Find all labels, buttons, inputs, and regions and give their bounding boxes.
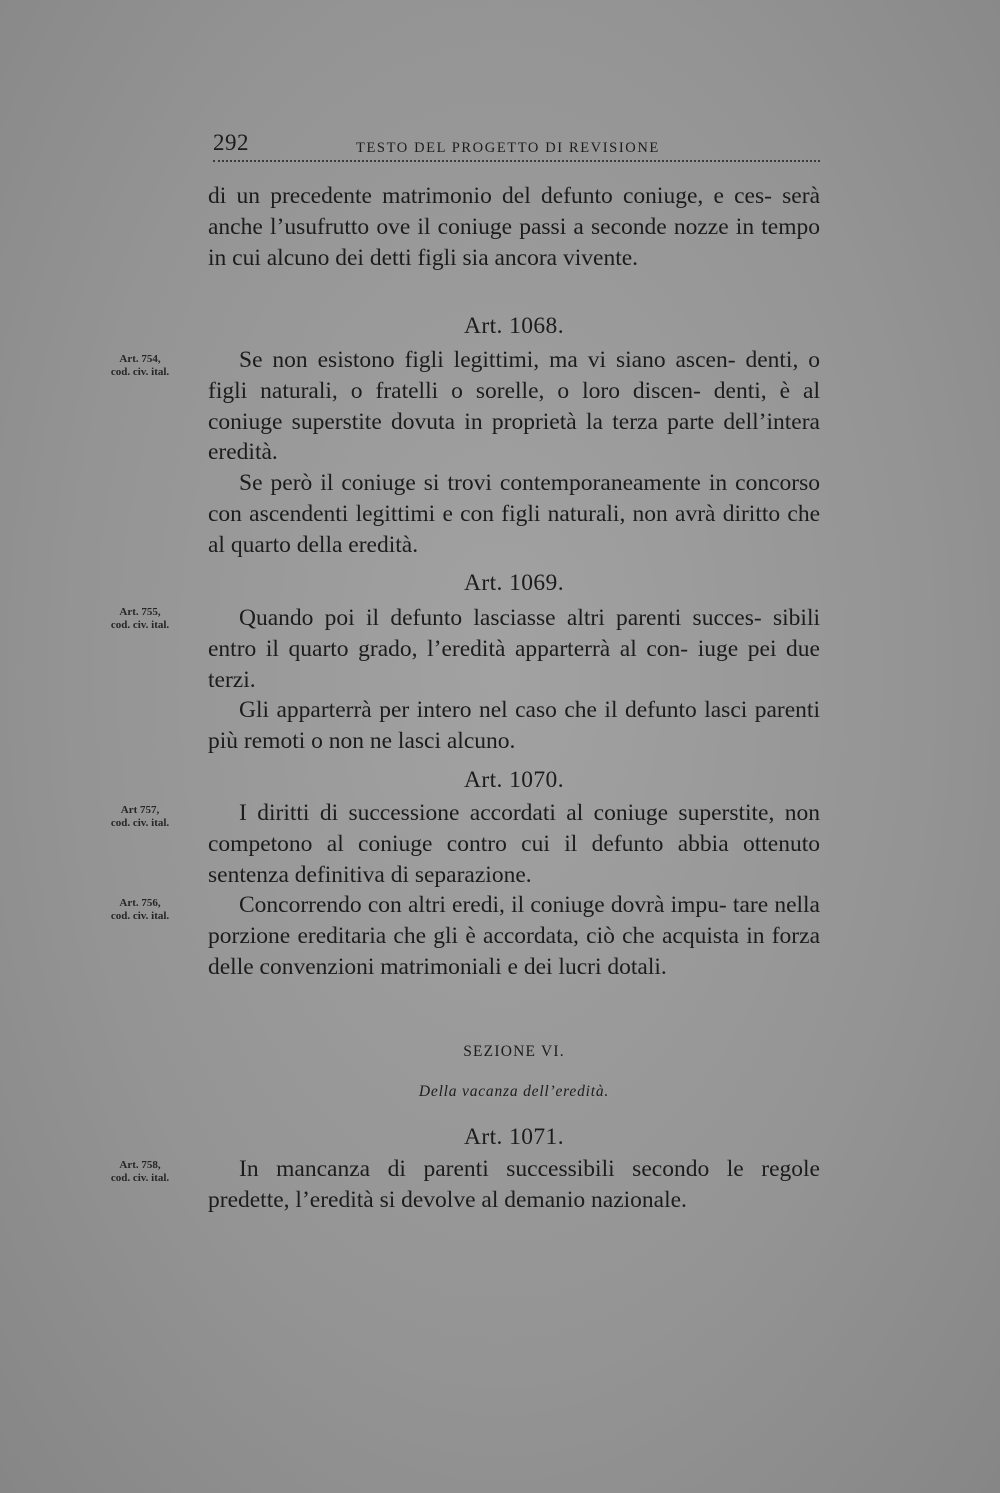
section-subtitle: Della vacanza dell’eredità. bbox=[418, 1083, 610, 1100]
running-head: TESTO DEL PROGETTO DI REVISIONE bbox=[356, 140, 660, 156]
margin-note-line: Art. 756, bbox=[119, 897, 161, 909]
margin-note-art-1068 bbox=[96, 353, 184, 378]
continuation-paragraph: di un precedente matrimonio del defunto coniuge, e ces- serà anche l’usufrutto ove il coniuge passi a seconde nozze in tempo in cui alcuno dei detti figli sia ancora vivente. bbox=[208, 183, 820, 271]
page-number: 292 bbox=[213, 130, 249, 155]
margin-note-art-1071 bbox=[96, 1159, 184, 1184]
article-paragraph: Se però il coniuge si trovi contemporaneamente in concorso con ascendenti legittimi e con figli naturali, non avrà diritto che al quarto della eredità. bbox=[208, 470, 820, 558]
article-paragraph: In mancanza di parenti successibili secondo le regole predette, l’eredità si devolve al demanio nazionale. bbox=[208, 1156, 820, 1213]
margin-note-art-1070-second bbox=[96, 897, 184, 922]
page-header bbox=[213, 128, 820, 162]
margin-note-line: cod. civ. ital. bbox=[110, 618, 170, 631]
section-title: SEZIONE VI. bbox=[463, 1043, 565, 1060]
article-paragraph: Quando poi il defunto lasciasse altri parenti succes- sibili entro il quarto grado, l’eredità apparterrà al con- iuge pei due terzi. bbox=[208, 605, 820, 693]
article-body-1071 bbox=[208, 1154, 820, 1216]
article-heading-1071: Art. 1071. bbox=[464, 1124, 564, 1150]
margin-note-line: Art. 754, bbox=[119, 353, 161, 365]
margin-note-art-1069 bbox=[96, 606, 184, 631]
article-paragraph: Gli apparterrà per intero nel caso che il defunto lasci parenti più remoti o non ne lasci alcuno. bbox=[208, 697, 820, 755]
article-paragraph: Concorrendo con altri eredi, il coniuge dovrà impu- tare nella porzione ereditaria che gli è accordata, ciò che acquista in forza delle convenzioni matrimoniali e dei lucri dotali. bbox=[208, 892, 820, 980]
article-paragraph: I diritti di successione accordati al coniuge superstite, non competono al coniuge contro cui il defunto abbia ottenuto sentenza definitiva di separazione. bbox=[208, 800, 820, 888]
continuation-block bbox=[208, 181, 820, 273]
article-heading-1069: Art. 1069. bbox=[464, 570, 564, 596]
article-heading-1068: Art. 1068. bbox=[464, 313, 564, 339]
article-heading-1070: Art. 1070. bbox=[464, 767, 564, 793]
article-body-1068 bbox=[208, 345, 820, 561]
margin-note-line: Art. 758, bbox=[119, 1159, 161, 1171]
margin-note-line: cod. civ. ital. bbox=[110, 816, 170, 829]
margin-note-line: cod. civ. ital. bbox=[110, 365, 170, 378]
margin-note-art-1070 bbox=[96, 804, 184, 829]
article-body-1070 bbox=[208, 798, 820, 983]
margin-note-line: cod. civ. ital. bbox=[110, 1171, 170, 1184]
article-paragraph: Se non esistono figli legittimi, ma vi siano ascen- denti, o figli naturali, o fratelli o sorelle, o loro discen- denti, è al coniuge superstite dovuta in proprietà la terza parte dell’intera eredità. bbox=[208, 347, 820, 466]
article-body-1069 bbox=[208, 603, 820, 757]
margin-note-line: cod. civ. ital. bbox=[110, 909, 170, 922]
margin-note-line: Art. 755, bbox=[119, 606, 161, 618]
margin-note-line: Art 757, bbox=[120, 804, 160, 816]
